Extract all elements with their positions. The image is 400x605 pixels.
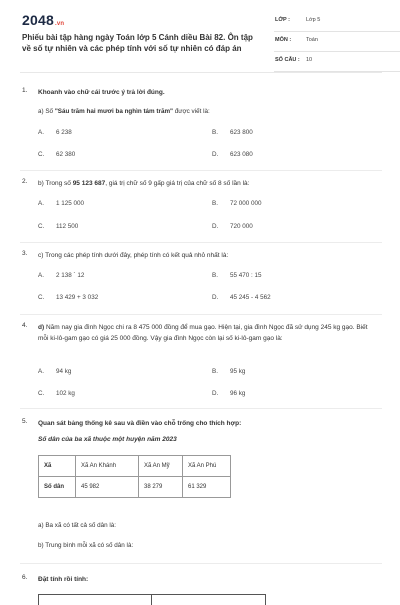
question-divider: [20, 242, 382, 243]
table-cell: 61 329: [183, 477, 231, 498]
table-row-label: Số dân: [39, 477, 76, 498]
worksheet-header: [22, 12, 380, 68]
question-4: [22, 322, 380, 402]
option-text: 96 kg: [230, 390, 246, 397]
question-text: c) Trong các phép tính dưới đây, phép tính có kết quả nhỏ nhất là:: [38, 252, 229, 259]
sub-suffix: được viết là:: [173, 108, 210, 115]
logo-suffix: .vn: [54, 21, 65, 27]
question-2: [22, 178, 380, 238]
option-letter: B.: [212, 129, 218, 136]
meta-value: 10: [306, 57, 313, 63]
question-text: Khoanh vào chữ cái trước ý trả lời đúng.: [38, 89, 165, 96]
table-cell: 45 982: [76, 477, 139, 498]
option-letter: D.: [212, 294, 219, 301]
question-sub: [38, 108, 210, 115]
question-1: [22, 87, 380, 167]
table-header-row: [39, 456, 231, 477]
question-label: d): [38, 324, 45, 331]
option-letter: B.: [212, 200, 218, 207]
option-letter: C.: [38, 151, 45, 158]
question-sub-a: a) Ba xã có tất cả số dân là:: [38, 522, 117, 529]
option-text: 720 000: [230, 223, 253, 230]
option-text: 623 800: [230, 129, 253, 136]
option-letter: D.: [212, 390, 219, 397]
option-text: 102 kg: [56, 390, 75, 397]
table-cell: 38 279: [139, 477, 183, 498]
question-divider: [20, 170, 382, 171]
option-letter: B.: [212, 272, 218, 279]
question-number: 5.: [22, 418, 28, 425]
meta-label: LỚP :: [275, 17, 290, 23]
population-table: [38, 455, 231, 498]
table-header-cell: Xã An Mỹ: [139, 456, 183, 477]
sub-number-words: "Sáu trăm hai mươi ba nghìn tám trăm": [54, 108, 174, 115]
table-row: [39, 477, 231, 498]
question-sub-b: b) Trung bình mỗi xã có số dân là:: [38, 542, 134, 549]
question-divider: [20, 563, 382, 564]
option-text: 13 429 + 3 032: [56, 294, 99, 301]
question-text: [38, 178, 378, 189]
logo-main: 2048: [22, 12, 54, 28]
option-letter: A.: [38, 272, 44, 279]
option-letter: A.: [38, 200, 44, 207]
question-divider: [20, 408, 382, 409]
sub-prefix: a) Số: [38, 108, 55, 115]
question-number: 3.: [22, 250, 28, 257]
table-header-cell: Xã An Phú: [183, 456, 231, 477]
option-letter: C.: [38, 294, 45, 301]
option-letter: C.: [38, 223, 45, 230]
meta-value: Lớp 5: [306, 17, 321, 23]
worksheet-title: Phiếu bài tập hàng ngày Toán lớp 5 Cánh diều Bài 82. Ôn tập về số tự nhiên và các phép tính với số tự nhiên có đáp án: [22, 33, 253, 53]
work-area-divider: [151, 595, 152, 605]
option-text: 2 138 ´ 12: [56, 272, 85, 279]
option-text: 55 470 : 15: [230, 272, 262, 279]
question-number: 4.: [22, 322, 28, 329]
question-6: [22, 574, 380, 588]
question-number: 6.: [22, 574, 28, 581]
question-prefix: b) Trong số: [38, 180, 73, 187]
option-letter: D.: [212, 151, 219, 158]
question-suffix: , giá trị chữ số 9 gấp giá trị của chữ số 8 số lần là:: [105, 180, 250, 187]
question-number-value: 95 123 687: [72, 180, 106, 187]
option-text: 1 125 000: [56, 200, 85, 207]
option-letter: C.: [38, 390, 45, 397]
meta-row-count: [274, 52, 400, 72]
option-letter: A.: [38, 129, 44, 136]
option-text: 72 000 000: [230, 200, 262, 207]
table-header-cell: Xã: [39, 456, 76, 477]
question-text: Quan sát bảng thống kê sau và điền vào chỗ trống cho thích hợp:: [38, 420, 242, 427]
option-text: 95 kg: [230, 368, 246, 375]
worksheet-meta: [274, 12, 400, 72]
option-text: 94 kg: [56, 368, 72, 375]
table-header-cell: Xã An Khánh: [76, 456, 139, 477]
option-letter: D.: [212, 223, 219, 230]
option-text: 62 380: [56, 151, 76, 158]
question-body: Năm nay gia đình Ngọc chi ra 8 475 000 đồng để mua gạo. Hiện tại, gia đình Ngọc đã sử dụng 245 kg gạo. Biết mỗi ki-lô-gam gạo có giá 25 000 đồng. Vậy gia đình Ngọc còn lại số ki-lô-gam gạo là:: [38, 324, 368, 342]
question-text: [38, 322, 378, 344]
option-text: 112 500: [56, 223, 79, 230]
header-divider: [20, 72, 382, 73]
meta-row-subject: [274, 32, 400, 52]
option-letter: B.: [212, 368, 218, 375]
meta-row-class: [274, 12, 400, 32]
question-3: [22, 250, 380, 310]
question-number: 2.: [22, 178, 28, 185]
site-logo[interactable]: [22, 12, 64, 28]
meta-label: SỐ CÂU :: [275, 57, 300, 63]
option-text: 623 080: [230, 151, 253, 158]
question-text: Đặt tính rồi tính:: [38, 576, 89, 583]
option-text: 45 245 - 4 562: [230, 294, 271, 301]
question-divider: [20, 314, 382, 315]
meta-label: MÔN :: [275, 37, 292, 43]
meta-value: Toán: [306, 37, 318, 43]
option-text: 6 238: [56, 129, 72, 136]
question-number: 1.: [22, 87, 28, 94]
option-letter: A.: [38, 368, 44, 375]
table-caption: Số dân của ba xã thuộc một huyện năm 2023: [38, 436, 177, 443]
